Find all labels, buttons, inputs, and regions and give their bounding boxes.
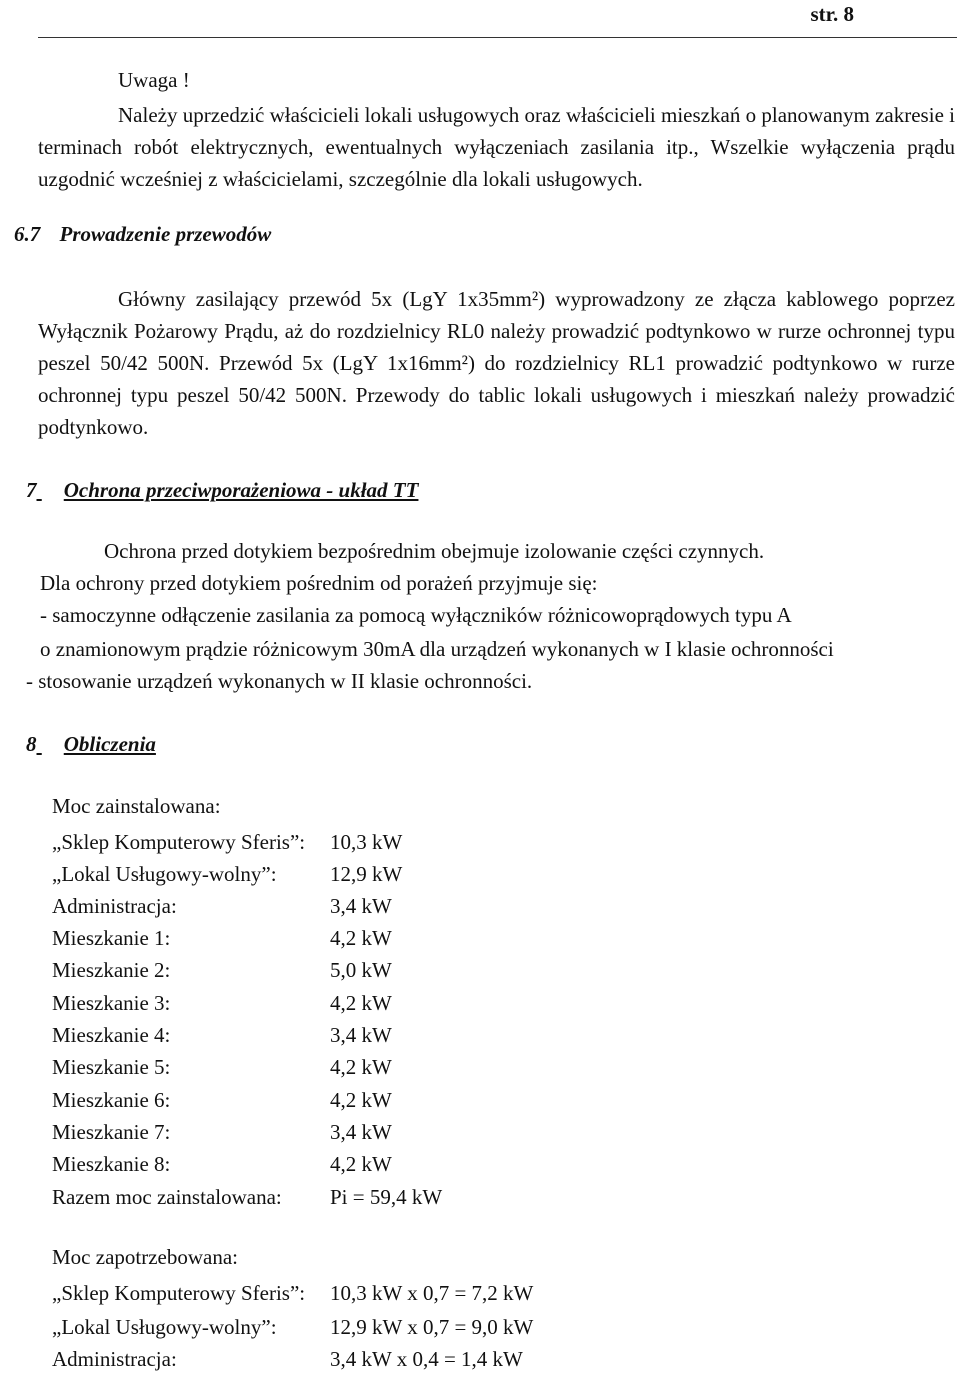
section-7-line-4: o znamionowym prądzie różnicowym 30mA dla urządzeń wykonanych w I klasie ochronności bbox=[40, 637, 834, 661]
row-value: 4,2 kW bbox=[330, 991, 392, 1015]
row-label: „Sklep Komputerowy Sferis”: bbox=[52, 830, 306, 854]
row-value: 10,3 kW bbox=[330, 830, 403, 854]
row-label: Mieszkanie 4: bbox=[52, 1023, 171, 1047]
section-8-heading bbox=[26, 732, 156, 757]
section-6-7-title: Prowadzenie przewodów bbox=[59, 222, 272, 246]
row-value: Pi = 59,4 kW bbox=[330, 1185, 443, 1209]
row-label: Mieszkanie 1: bbox=[52, 926, 171, 950]
row-value: 4,2 kW bbox=[330, 926, 392, 950]
row-value: 3,4 kW bbox=[330, 894, 392, 918]
row-label: Mieszkanie 5: bbox=[52, 1055, 171, 1079]
row-label: Mieszkanie 3: bbox=[52, 991, 171, 1015]
row-label: Administracja: bbox=[52, 1347, 177, 1371]
row-value: 3,4 kW x 0,4 = 1,4 kW bbox=[330, 1347, 523, 1371]
section-8-number: 8 bbox=[26, 732, 37, 756]
demand-power-heading: Moc zapotrzebowana: bbox=[52, 1245, 238, 1269]
installed-power-heading: Moc zainstalowana: bbox=[52, 794, 221, 818]
section-7-line-5: - stosowanie urządzeń wykonanych w II klasie ochronności. bbox=[26, 669, 533, 693]
page-number: str. 8 bbox=[810, 2, 854, 26]
row-label: Administracja: bbox=[52, 894, 177, 918]
section-7-line-2: Dla ochrony przed dotykiem pośrednim od porażeń przyjmuje się: bbox=[40, 571, 598, 595]
section-7-line-3: - samoczynne odłączenie zasilania za pomocą wyłączników różnicowoprądowych typu A bbox=[40, 603, 792, 627]
row-value: 12,9 kW x 0,7 = 9,0 kW bbox=[330, 1315, 534, 1339]
row-label: Mieszkanie 6: bbox=[52, 1088, 171, 1112]
row-value: 4,2 kW bbox=[330, 1055, 392, 1079]
row-label: „Lokal Usługowy-wolny”: bbox=[52, 862, 277, 886]
section-6-7-text: Główny zasilający przewód 5x (LgY 1x35mm²) wyprowadzony ze złącza kablowego poprzez Wyłącznik Pożarowy Prądu, aż do rozdzielnicy RL0 należy prowadzić podtynkowo w rurze ochronnej typu peszel 50/42 500N. Przewód 5x (LgY 1x16mm²) do rozdzielnicy RL1 prowadzić podtynkowo w rurze ochronnej typu peszel 50/42 500N. Przewody do tablic lokali usługowych i mieszkań należy prowadzić podtynkowo. bbox=[38, 287, 955, 439]
notice-text: Należy uprzedzić właścicieli lokali usługowych oraz właścicieli mieszkań o planowanym zakresie i terminach robót elektrycznych, ewentualnych wyłączeniach zasilania itp., Wszelkie wyłączenia prądu uzgodnić wcześniej z właścicielami, szczególnie dla lokali usługowych. bbox=[38, 103, 955, 191]
row-label: Razem moc zainstalowana: bbox=[52, 1185, 282, 1209]
row-label: Mieszkanie 2: bbox=[52, 958, 171, 982]
row-label: Mieszkanie 8: bbox=[52, 1152, 171, 1176]
notice-title: Uwaga ! bbox=[118, 68, 190, 92]
row-value: 3,4 kW bbox=[330, 1023, 392, 1047]
section-7-line-1: Ochrona przed dotykiem bezpośrednim obejmuje izolowanie części czynnych. bbox=[104, 539, 765, 563]
row-value: 4,2 kW bbox=[330, 1088, 392, 1112]
row-value: 4,2 kW bbox=[330, 1152, 392, 1176]
section-6-7-heading bbox=[14, 222, 271, 247]
row-label: Mieszkanie 7: bbox=[52, 1120, 171, 1144]
row-value: 10,3 kW x 0,7 = 7,2 kW bbox=[330, 1281, 534, 1305]
section-8-title: Obliczenia bbox=[63, 732, 156, 756]
section-7-heading bbox=[26, 478, 418, 503]
row-label: „Lokal Usługowy-wolny”: bbox=[52, 1315, 277, 1339]
section-7-number: 7 bbox=[26, 478, 37, 502]
section-7-title: Ochrona przeciwporażeniowa - układ TT bbox=[63, 478, 419, 502]
section-6-7-number: 6.7 bbox=[14, 222, 41, 246]
row-value: 12,9 kW bbox=[330, 862, 403, 886]
row-label: „Sklep Komputerowy Sferis”: bbox=[52, 1281, 306, 1305]
row-value: 5,0 kW bbox=[330, 958, 392, 982]
row-value: 3,4 kW bbox=[330, 1120, 392, 1144]
header-rule bbox=[38, 37, 957, 38]
